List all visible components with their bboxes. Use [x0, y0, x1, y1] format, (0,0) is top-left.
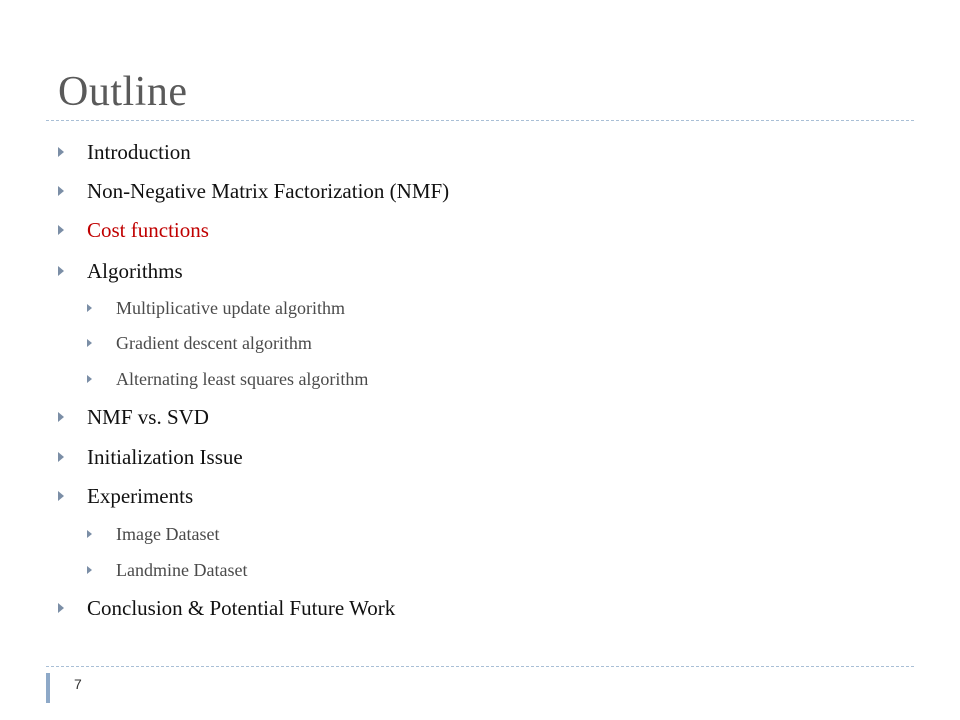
- outline-subitem-label: Image Dataset: [116, 523, 220, 544]
- outline-subitem-image-dataset: [87, 522, 219, 546]
- triangle-bullet-icon: [58, 266, 64, 276]
- outline-item-nmf-vs-svd: [58, 403, 209, 431]
- triangle-bullet-icon: [58, 147, 64, 157]
- outline-subitem-label: Landmine Dataset: [116, 559, 248, 580]
- outline-item-label: Introduction: [87, 139, 191, 164]
- outline-subitem-label: Gradient descent algorithm: [116, 332, 312, 353]
- outline-item-nmf: [58, 177, 449, 205]
- outline-subitem-multiplicative: [87, 296, 345, 320]
- outline-subitem-label: Alternating least squares algorithm: [116, 368, 369, 389]
- outline-item-label: Algorithms: [87, 258, 183, 283]
- footer-accent-bar: [46, 673, 50, 703]
- title-divider: [46, 120, 914, 121]
- triangle-bullet-icon: [87, 339, 92, 347]
- outline-subitem-landmine-dataset: [87, 558, 247, 582]
- triangle-bullet-icon: [58, 186, 64, 196]
- triangle-bullet-icon: [87, 304, 92, 312]
- outline-item-initialization: [58, 443, 243, 471]
- triangle-bullet-icon: [58, 491, 64, 501]
- outline-item-experiments: [58, 482, 193, 510]
- triangle-bullet-icon: [58, 225, 64, 235]
- outline-item-label: Cost functions: [87, 217, 209, 242]
- outline-subitem-label: Multiplicative update algorithm: [116, 297, 345, 318]
- triangle-bullet-icon: [58, 452, 64, 462]
- footer-divider: [46, 666, 914, 667]
- outline-subitem-als: [87, 367, 368, 391]
- page-number: 7: [74, 676, 82, 692]
- slide-title: Outline: [58, 69, 188, 115]
- outline-item-label: Conclusion & Potential Future Work: [87, 595, 396, 620]
- triangle-bullet-icon: [58, 603, 64, 613]
- triangle-bullet-icon: [87, 530, 92, 538]
- outline-subitem-gradient: [87, 331, 312, 355]
- triangle-bullet-icon: [58, 412, 64, 422]
- outline-item-label: Experiments: [87, 483, 194, 508]
- outline-item-label: Non-Negative Matrix Factorization (NMF): [87, 178, 450, 203]
- outline-item-label: Initialization Issue: [87, 444, 243, 469]
- outline-item-label: NMF vs. SVD: [87, 404, 209, 429]
- outline-item-conclusion: [58, 594, 395, 622]
- outline-item-cost-functions: [58, 216, 209, 244]
- triangle-bullet-icon: [87, 566, 92, 574]
- outline-item-algorithms: [58, 257, 183, 285]
- outline-item-introduction: [58, 138, 191, 166]
- triangle-bullet-icon: [87, 375, 92, 383]
